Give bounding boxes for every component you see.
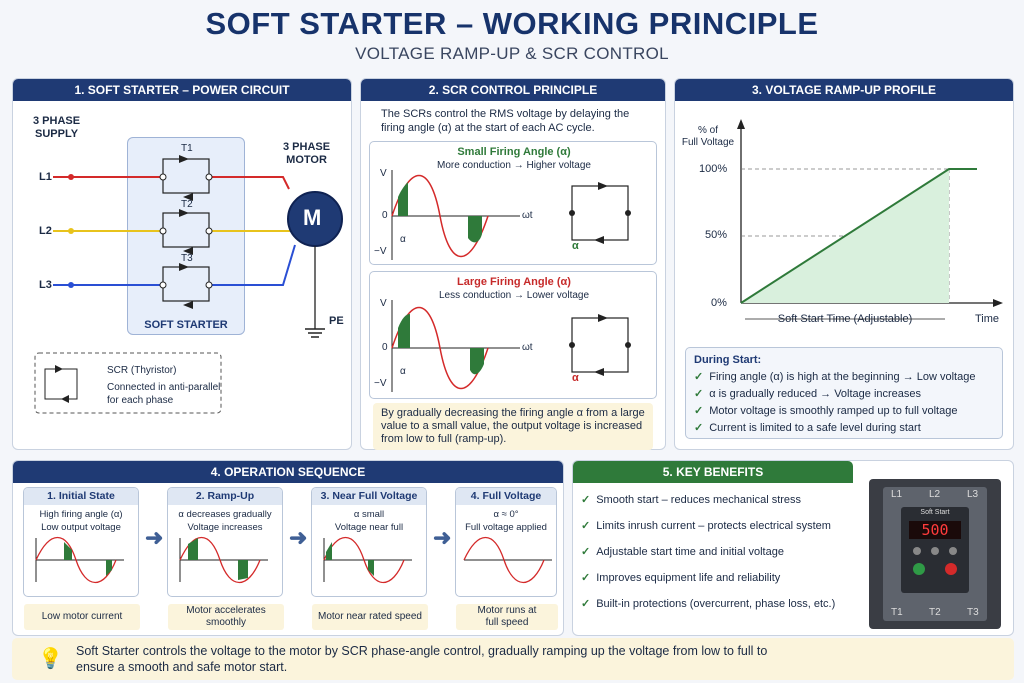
small-angle-waveform — [370, 142, 658, 266]
ramp-xlabel: Time — [975, 313, 1000, 325]
legend-title: SCR (Thyristor) — [107, 365, 177, 376]
step-ramp-up — [167, 487, 283, 628]
device-stop-button — [945, 563, 957, 575]
during-start-title: During Start: — [694, 354, 762, 366]
footer-bar — [12, 638, 1014, 680]
ramp-span-label: Soft Start Time (Adjustable) — [741, 313, 949, 325]
large-angle-waveform — [370, 272, 658, 400]
ramp-ytick-0: 0% — [711, 297, 727, 309]
step-footer: Motor near rated speed — [312, 604, 428, 630]
soft-starter-device — [869, 479, 1001, 629]
check-icon: ✓ — [581, 546, 591, 558]
device-terminal-top: L2 — [929, 489, 941, 500]
step-waveform — [456, 534, 558, 586]
ramp-ytick-50: 50% — [705, 229, 728, 241]
motor-label: 3 PHASE MOTOR — [283, 141, 331, 166]
large-angle-title: Large Firing Angle (α) — [457, 276, 571, 288]
small-axis-wt: ωt — [522, 210, 533, 221]
benefit-item: ✓ Built-in protections (overcurrent, phase loss, etc.) — [581, 598, 836, 610]
thyristor-label-t2: T2 — [181, 199, 193, 210]
large-axis-wt: ωt — [522, 342, 533, 353]
device-terminal-bottom: T2 — [929, 607, 941, 618]
device-terminal-top: L1 — [891, 489, 903, 500]
page-title: SOFT STARTER – WORKING PRINCIPLE — [205, 6, 819, 41]
device-button — [931, 547, 939, 555]
device-button — [913, 547, 921, 555]
check-icon: ✓ — [581, 598, 591, 610]
key-benefits-title: 5. KEY BENEFITS — [573, 461, 853, 483]
check-icon: ✓ — [694, 405, 704, 417]
step-waveform — [24, 534, 140, 586]
device-start-button — [913, 563, 925, 575]
step-footer: Motor runs at full speed — [456, 604, 558, 630]
device-terminal-bottom: T3 — [967, 607, 979, 618]
scr-note: By gradually decreasing the firing angle α from a large value to a small value, the output voltage is increased from low to full (ramp-up). — [373, 403, 653, 450]
large-alpha-label: α — [400, 366, 406, 377]
step-desc: α ≈ 0° Full voltage applied — [465, 509, 547, 533]
line-label-l3: L3 — [39, 279, 52, 291]
benefit-item: ✓ Smooth start – reduces mechanical stress — [581, 494, 802, 506]
during-item: ✓ Current is limited to a safe level during start — [694, 422, 921, 434]
large-circuit-alpha: α — [572, 372, 579, 384]
device-terminal-bottom: T1 — [891, 607, 903, 618]
check-icon: ✓ — [694, 422, 704, 434]
thyristor-label-t1: T1 — [181, 143, 193, 154]
check-icon: ✓ — [581, 494, 591, 506]
page-subtitle: VOLTAGE RAMP-UP & SCR CONTROL — [355, 44, 669, 63]
legend-text: Connected in anti-parallel for each phase — [107, 382, 221, 406]
benefit-item: ✓ Limits inrush current – protects electrical system — [581, 520, 831, 532]
large-angle-box — [369, 271, 657, 399]
step-desc: α decreases gradually Voltage increases — [178, 509, 272, 533]
supply-label: 3 PHASE SUPPLY — [33, 115, 81, 140]
step-footer: Low motor current — [24, 604, 140, 630]
step-desc: High firing angle (α) Low output voltage — [39, 509, 123, 533]
operation-sequence-title: 4. OPERATION SEQUENCE — [13, 461, 563, 483]
large-axis-negv: −V — [374, 378, 387, 389]
step-waveform — [312, 534, 428, 586]
step-title: 2. Ramp-Up — [168, 488, 282, 505]
scr-control-panel — [360, 78, 666, 450]
benefit-item: ✓ Adjustable start time and initial voltage — [581, 546, 784, 558]
pe-label: PE — [329, 315, 344, 327]
step-near-full — [311, 487, 427, 622]
device-terminal-top: L3 — [967, 489, 979, 500]
footer-text: Soft Starter controls the voltage to the motor by SCR phase-angle control, gradually ramping up the voltage from low to full to ensure a smooth and safe motor start. — [76, 644, 768, 674]
small-angle-subtitle: More conduction → Higher voltage — [437, 160, 591, 171]
device-brand: Soft Start — [920, 509, 950, 516]
header — [0, 6, 1024, 64]
step-title: 4. Full Voltage — [456, 488, 556, 505]
scr-control-title: 2. SCR CONTROL PRINCIPLE — [361, 79, 665, 101]
line-label-l2: L2 — [39, 225, 52, 237]
operation-sequence-panel — [12, 460, 564, 636]
small-alpha-label: α — [400, 234, 406, 245]
small-angle-box — [369, 141, 657, 265]
during-item: ✓ Firing angle (α) is high at the beginning → Low voltage — [694, 371, 976, 383]
check-icon: ✓ — [694, 388, 704, 400]
step-desc: α small Voltage near full — [334, 509, 404, 533]
arrow-right-icon: ➜ — [433, 525, 452, 550]
small-axis-zero: 0 — [382, 210, 388, 221]
scr-intro: The SCRs control the RMS voltage by delaying the firing angle (α) at the start of each AC cycle. — [381, 108, 630, 134]
check-icon: ✓ — [694, 371, 704, 383]
small-axis-negv: −V — [374, 246, 387, 257]
line-label-l1: L1 — [39, 171, 52, 183]
arrow-right-icon: ➜ — [289, 525, 308, 550]
ramp-profile-panel — [674, 78, 1014, 450]
device-button — [949, 547, 957, 555]
small-circuit-alpha: α — [572, 240, 579, 252]
step-title: 1. Initial State — [24, 488, 138, 505]
check-icon: ✓ — [581, 520, 591, 532]
key-benefits-panel — [572, 460, 1014, 636]
ramp-chart — [675, 79, 1015, 339]
check-icon: ✓ — [581, 572, 591, 584]
starter-label: SOFT STARTER — [144, 319, 228, 331]
thyristor-label-t3: T3 — [181, 253, 193, 264]
benefit-item: ✓ Improves equipment life and reliability — [581, 572, 781, 584]
during-item: ✓ α is gradually reduced → Voltage increases — [694, 388, 922, 400]
during-start-box — [685, 347, 1003, 439]
ramp-ytick-100: 100% — [699, 163, 728, 175]
large-angle-subtitle: Less conduction → Lower voltage — [438, 290, 590, 301]
ramp-ylabel: % of Full Voltage — [681, 125, 735, 148]
motor-symbol: M — [303, 205, 322, 230]
step-footer: Motor accelerates smoothly — [168, 604, 284, 630]
device-display: 500 — [909, 521, 961, 539]
during-item: ✓ Motor voltage is smoothly ramped up to full voltage — [694, 405, 958, 417]
step-waveform — [168, 534, 284, 586]
power-circuit-title: 1. SOFT STARTER – POWER CIRCUIT — [13, 79, 351, 101]
small-angle-title: Small Firing Angle (α) — [457, 146, 571, 158]
ramp-profile-title: 3. VOLTAGE RAMP-UP PROFILE — [675, 79, 1013, 101]
step-full-voltage — [455, 487, 557, 628]
lightbulb-icon: 💡 — [38, 648, 63, 670]
step-title: 3. Near Full Voltage — [312, 488, 426, 505]
large-axis-zero: 0 — [382, 342, 388, 353]
power-circuit-panel — [12, 78, 352, 450]
small-axis-v: V — [380, 168, 387, 179]
step-initial — [23, 487, 139, 622]
arrow-right-icon: ➜ — [145, 525, 164, 550]
large-axis-v: V — [380, 298, 387, 309]
